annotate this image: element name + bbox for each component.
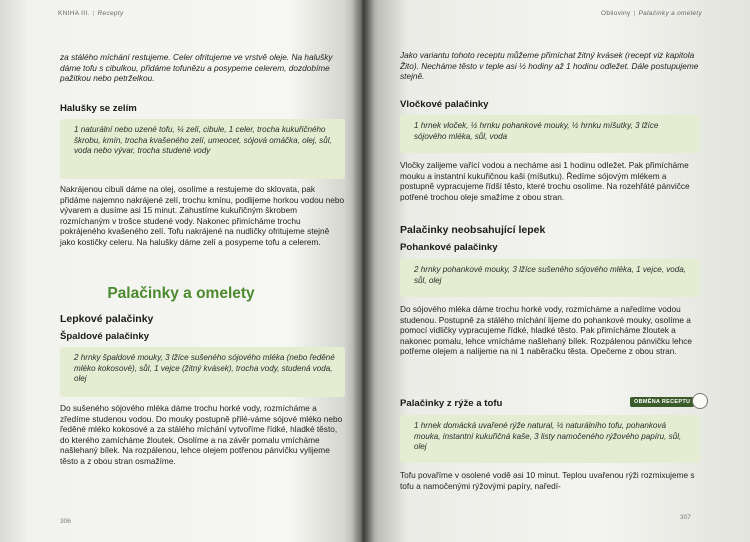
recipe-heading-halusky: Halušky se zelím	[60, 103, 137, 114]
ingredients-box-ryze: 1 hrnek domácká uvařené rýže natural, ½ naturálního tofu, pohanková mouka, instantní kukuřičná kaše, 3 listy namočeného rýžového papíru, sůl, olej	[400, 415, 700, 463]
running-head-right: Obiloviny | Palačinky a omelety	[601, 10, 702, 17]
recipe-heading-ryze: Palačinky z rýže a tofu	[400, 398, 503, 409]
book-spine-shadow	[352, 0, 374, 542]
recipe-variation-badge: OBMĚNA RECEPTU	[630, 397, 694, 407]
recipe-heading-spaldove: Špaldové palačinky	[60, 331, 150, 342]
running-head-section: Recepty	[97, 10, 124, 17]
running-head-chapter-right: Palačinky a omelety	[638, 10, 702, 17]
ingredients-box-pohankove: 2 hrnky pohankové mouky, 3 lžíce sušeného sójového mléka, 1 vejce, voda, sůl, olej	[400, 259, 700, 297]
method-spaldove: Do sušeného sójového mléka dáme trochu horké vody, rozmícháme a zředíme studenou vodou. Do mouky postupně přilé-váme sójové mléko nebo ředěné mléko kokosové a za stálého míchání vytvoříme řídké, hladké těsto, do kterého zamícháme žloutek. Osolíme a na závěr pomalu vmícháme našlehaný bílek. Na rozpálenou, lehce olejem potřenou pánvičku vylijeme těsto a z obou stran osmažíme.	[60, 403, 343, 466]
right-page	[362, 0, 750, 542]
recipe-heading-pohankove: Pohankové palačinky	[400, 242, 498, 253]
section-heading-neobsahujici: Palačinky neobsahující lepek	[400, 224, 546, 236]
method-halusky: Nakrájenou cibuli dáme na olej, osolíme a restujeme do sklovata, pak přidáme najemno nakrájené zelí, trochu kmínu, podlijeme horkou vodou nebo vývarem a dusíme asi 15 minut. Zahustíme kukuřičným škrobem rozmíchaným v trošce studené vody. Nakonec přimícháme trochu pokrájeného kvašeného zelí. Tofu nakrájené na nudličky ofritujeme stejně jako kostičky celeru. Na halušky dáme zelí a posypeme tofu a celerem.	[60, 184, 345, 247]
method-ryze: Tofu povaříme v osolené vodě asi 10 minut. Teplou uvařenou rýži rozmixujeme s tofu a namočenými rýžovými papíry, naředí-	[400, 470, 695, 491]
chapter-title: Palačinky a omelety	[107, 285, 255, 302]
method-pohankove: Do sójového mléka dáme trochu horké vody, rozmícháme a naředíme vodou studenou. Postupně za stálého míchání lijeme do pohankové mouky, osolíme a pomocí vidličky vypracujeme řídké, hladké těsto. Pak přimícháme žloutek a nakonec pomalu, lehce vmícháme našlehaný bílek. Rozpálenou pánvičku lehce potřeme olejem a nalijeme na ni 1 naběračku těsta. Opečeme z obou stran.	[400, 304, 692, 357]
running-head-book: KNIHA III.	[58, 10, 90, 17]
variant-paragraph: Jako variantu tohoto receptu můžeme přimíchat žitný kvásek (recept viz kapitola Žito). Necháme těsto v teple asi ½ hodiny až 1 hodinu odležet. Dále postupujeme stejně.	[400, 50, 699, 82]
intro-paragraph: za stálého míchání restujeme. Celer ofritujeme ve vrstvě oleje. Na halušky dáme tofu s cibulkou, přidáme tofunězu a posypeme celerem, dozdobíme pažitkou nebo petrželkou.	[60, 52, 333, 84]
running-head: KNIHA III. | Recepty	[58, 10, 124, 17]
page-number-left: 306	[60, 518, 71, 525]
ingredients-box-spaldove: 2 hrnky špaldové mouky, 3 lžíce sušeného sójového mléka (nebo ředěné mléko kokosové), sůl, 1 vejce (žitný kvásek), trocha vody, studená voda, olej	[60, 347, 345, 397]
page-number-right: 307	[680, 514, 691, 521]
running-head-section-right: Obiloviny	[601, 10, 631, 17]
section-heading-lepkove: Lepkové palačinky	[60, 313, 154, 325]
badge-circle-icon	[692, 393, 708, 409]
left-page	[0, 0, 362, 542]
ingredients-box-vlockove: 1 hrnek vloček, ½ hrnku pohankové mouky, ½ hrnku míšutky, 3 lžíce sójového mléka, sůl, voda	[400, 115, 700, 153]
ingredients-box-halusky: 1 naturální nebo uzené tofu, ¼ zelí, cibule, 1 celer, trocha kukuřičného škrobu, kmín, trocha kvašeného zelí, umeocet, sójová omáčka, olej, sůl, voda nebo vývar, trocha studené vody	[60, 119, 345, 179]
recipe-heading-vlockove: Vločkové palačinky	[400, 99, 489, 110]
method-vlockove: Vločky zalijeme vařící vodou a necháme asi 1 hodinu odležet. Pak přimícháme mouku a instantní kukuřičnou kaši (míšutku). Ředíme sójovým mlékem a postupně vypracujeme řídší těsto, které trochu osolíme. Na rozehřáté pánvičce potřené trochou oleje smažíme z obou stran.	[400, 160, 690, 202]
